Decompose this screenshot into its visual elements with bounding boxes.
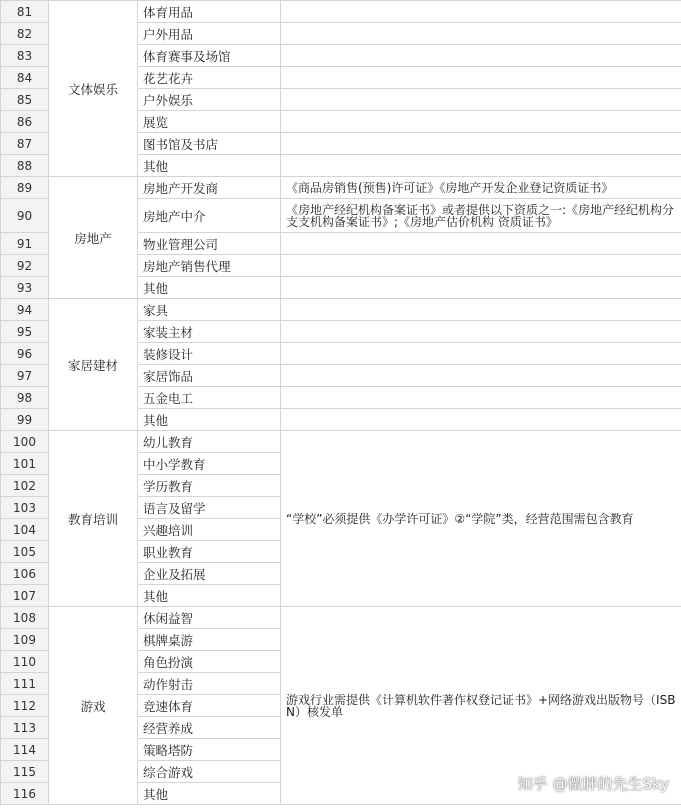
row-number[interactable]: 114 bbox=[1, 739, 49, 761]
row-number[interactable]: 116 bbox=[1, 783, 49, 805]
subcategory-cell[interactable]: 家居饰品 bbox=[138, 365, 281, 387]
subcategory-cell[interactable]: 图书馆及书店 bbox=[138, 133, 281, 155]
requirement-cell[interactable] bbox=[281, 1, 681, 23]
requirement-cell[interactable] bbox=[281, 23, 681, 45]
row-number[interactable]: 98 bbox=[1, 387, 49, 409]
subcategory-cell[interactable]: 经营养成 bbox=[138, 717, 281, 739]
subcategory-cell[interactable]: 其他 bbox=[138, 783, 281, 805]
subcategory-cell[interactable]: 户外用品 bbox=[138, 23, 281, 45]
subcategory-cell[interactable]: 体育用品 bbox=[138, 1, 281, 23]
row-number[interactable]: 88 bbox=[1, 155, 49, 177]
table-row bbox=[1, 1, 681, 23]
row-number[interactable]: 96 bbox=[1, 343, 49, 365]
requirement-cell[interactable]: 《房地产经纪机构备案证书》或者提供以下资质之一:《房地产经纪机构分支支机构备案证书》;《房地产估价机构 资质证书》 bbox=[281, 199, 681, 233]
subcategory-cell[interactable]: 其他 bbox=[138, 409, 281, 431]
subcategory-cell[interactable]: 竞速体育 bbox=[138, 695, 281, 717]
subcategory-cell[interactable]: 棋牌桌游 bbox=[138, 629, 281, 651]
subcategory-cell[interactable]: 装修设计 bbox=[138, 343, 281, 365]
requirement-cell[interactable] bbox=[281, 45, 681, 67]
requirement-cell[interactable]: 游戏行业需提供《计算机软件著作权登记证书》+网络游戏出版物号（ISBN）核发单 bbox=[281, 607, 681, 805]
row-number[interactable]: 104 bbox=[1, 519, 49, 541]
row-number[interactable]: 84 bbox=[1, 67, 49, 89]
subcategory-cell[interactable]: 其他 bbox=[138, 585, 281, 607]
row-number[interactable]: 82 bbox=[1, 23, 49, 45]
row-number[interactable]: 94 bbox=[1, 299, 49, 321]
subcategory-cell[interactable]: 花艺花卉 bbox=[138, 67, 281, 89]
row-number[interactable]: 102 bbox=[1, 475, 49, 497]
row-number[interactable]: 99 bbox=[1, 409, 49, 431]
spreadsheet-body bbox=[1, 1, 681, 805]
category-cell[interactable]: 房地产 bbox=[49, 177, 138, 299]
table-row bbox=[1, 431, 681, 453]
row-number[interactable]: 112 bbox=[1, 695, 49, 717]
row-number[interactable]: 81 bbox=[1, 1, 49, 23]
requirement-cell[interactable]: “学校”必须提供《办学许可证》②“学院”类，经营范围需包含教育 bbox=[281, 431, 681, 607]
row-number[interactable]: 90 bbox=[1, 199, 49, 233]
requirement-cell[interactable] bbox=[281, 321, 681, 343]
subcategory-cell[interactable]: 兴趣培训 bbox=[138, 519, 281, 541]
row-number[interactable]: 100 bbox=[1, 431, 49, 453]
table-row bbox=[1, 607, 681, 629]
requirement-cell[interactable] bbox=[281, 343, 681, 365]
subcategory-cell[interactable]: 语言及留学 bbox=[138, 497, 281, 519]
subcategory-cell[interactable]: 五金电工 bbox=[138, 387, 281, 409]
row-number[interactable]: 101 bbox=[1, 453, 49, 475]
subcategory-cell[interactable]: 职业教育 bbox=[138, 541, 281, 563]
row-number[interactable]: 95 bbox=[1, 321, 49, 343]
category-cell[interactable]: 家居建材 bbox=[49, 299, 138, 431]
subcategory-cell[interactable]: 策略塔防 bbox=[138, 739, 281, 761]
row-number[interactable]: 83 bbox=[1, 45, 49, 67]
row-number[interactable]: 106 bbox=[1, 563, 49, 585]
requirement-cell[interactable] bbox=[281, 365, 681, 387]
row-number[interactable]: 93 bbox=[1, 277, 49, 299]
row-number[interactable]: 89 bbox=[1, 177, 49, 199]
requirement-cell[interactable] bbox=[281, 255, 681, 277]
requirement-cell[interactable] bbox=[281, 67, 681, 89]
requirement-cell[interactable] bbox=[281, 133, 681, 155]
subcategory-cell[interactable]: 综合游戏 bbox=[138, 761, 281, 783]
category-cell[interactable]: 文体娱乐 bbox=[49, 1, 138, 177]
requirement-cell[interactable] bbox=[281, 277, 681, 299]
subcategory-cell[interactable]: 幼儿教育 bbox=[138, 431, 281, 453]
subcategory-cell[interactable]: 体育赛事及场馆 bbox=[138, 45, 281, 67]
requirement-cell[interactable] bbox=[281, 409, 681, 431]
row-number[interactable]: 87 bbox=[1, 133, 49, 155]
table-row bbox=[1, 299, 681, 321]
row-number[interactable]: 105 bbox=[1, 541, 49, 563]
row-number[interactable]: 92 bbox=[1, 255, 49, 277]
subcategory-cell[interactable]: 家具 bbox=[138, 299, 281, 321]
row-number[interactable]: 108 bbox=[1, 607, 49, 629]
requirement-cell[interactable] bbox=[281, 89, 681, 111]
subcategory-cell[interactable]: 其他 bbox=[138, 277, 281, 299]
subcategory-cell[interactable]: 房地产开发商 bbox=[138, 177, 281, 199]
row-number[interactable]: 107 bbox=[1, 585, 49, 607]
row-number[interactable]: 109 bbox=[1, 629, 49, 651]
row-number[interactable]: 97 bbox=[1, 365, 49, 387]
subcategory-cell[interactable]: 展览 bbox=[138, 111, 281, 133]
table-row bbox=[1, 177, 681, 199]
row-number[interactable]: 113 bbox=[1, 717, 49, 739]
watermark: 知乎 @微胖的先生Sky bbox=[517, 775, 669, 793]
subcategory-cell[interactable]: 户外娱乐 bbox=[138, 89, 281, 111]
requirement-cell[interactable] bbox=[281, 155, 681, 177]
requirement-cell[interactable] bbox=[281, 233, 681, 255]
row-number[interactable]: 91 bbox=[1, 233, 49, 255]
row-number[interactable]: 110 bbox=[1, 651, 49, 673]
subcategory-cell[interactable]: 物业管理公司 bbox=[138, 233, 281, 255]
row-number[interactable]: 86 bbox=[1, 111, 49, 133]
requirement-cell[interactable] bbox=[281, 387, 681, 409]
subcategory-cell[interactable]: 房地产中介 bbox=[138, 199, 281, 233]
subcategory-cell[interactable]: 其他 bbox=[138, 155, 281, 177]
subcategory-cell[interactable]: 动作射击 bbox=[138, 673, 281, 695]
row-number[interactable]: 85 bbox=[1, 89, 49, 111]
row-number[interactable]: 103 bbox=[1, 497, 49, 519]
subcategory-cell[interactable]: 企业及拓展 bbox=[138, 563, 281, 585]
subcategory-cell[interactable]: 中小学教育 bbox=[138, 453, 281, 475]
subcategory-cell[interactable]: 学历教育 bbox=[138, 475, 281, 497]
requirement-cell[interactable] bbox=[281, 111, 681, 133]
row-number[interactable]: 111 bbox=[1, 673, 49, 695]
row-number[interactable]: 115 bbox=[1, 761, 49, 783]
subcategory-cell[interactable]: 家装主材 bbox=[138, 321, 281, 343]
requirement-cell[interactable]: 《商品房销售(预售)许可证》《房地产开发企业登记资质证书》 bbox=[281, 177, 681, 199]
subcategory-cell[interactable]: 角色扮演 bbox=[138, 651, 281, 673]
subcategory-cell[interactable]: 休闲益智 bbox=[138, 607, 281, 629]
requirement-cell[interactable] bbox=[281, 299, 681, 321]
category-cell[interactable]: 游戏 bbox=[49, 607, 138, 805]
category-cell[interactable]: 教育培训 bbox=[49, 431, 138, 607]
subcategory-cell[interactable]: 房地产销售代理 bbox=[138, 255, 281, 277]
